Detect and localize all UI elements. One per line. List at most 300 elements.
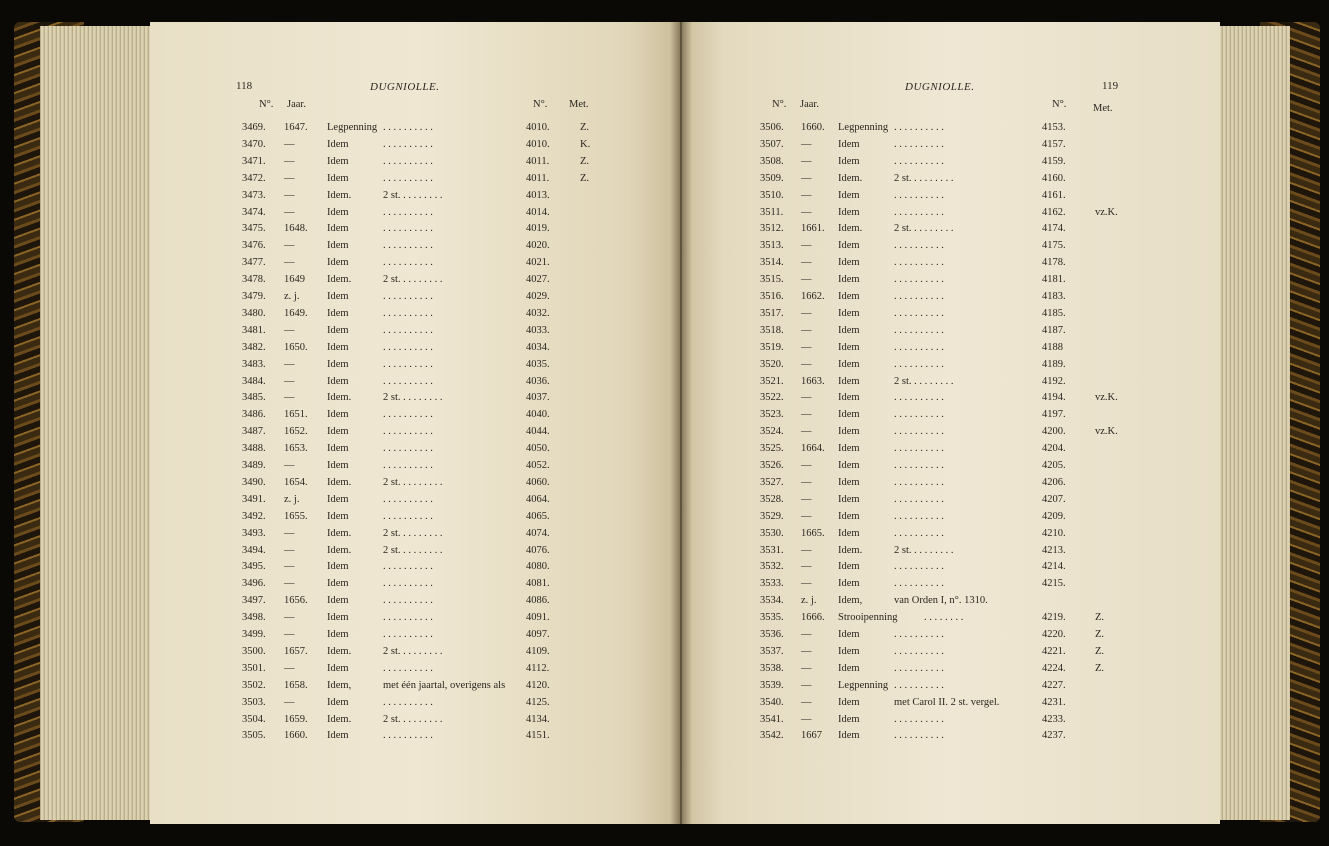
entry-year: — <box>801 544 812 556</box>
entry-note: . . . . . . . . . . <box>894 155 944 167</box>
entry-reference-number: 4011. <box>526 155 550 167</box>
entry-number: 3494. <box>242 544 266 556</box>
entry-note: . . . . . . . . . . <box>383 561 433 573</box>
column-header-ref: N°. <box>1052 99 1067 110</box>
entry-description: Idem. <box>327 392 352 404</box>
entry-note: . . . . . . . . . . <box>894 138 944 150</box>
entry-year: — <box>284 392 295 404</box>
entry-reference-number: 4032. <box>526 307 550 319</box>
entry-description: Strooipenning <box>838 612 898 624</box>
entry-description: Idem <box>327 510 349 522</box>
entry-reference-number: 4044. <box>526 426 550 438</box>
entry-number: 3495. <box>242 561 266 573</box>
entry-year: 1652. <box>284 426 308 438</box>
entry-number: 3532. <box>760 561 784 573</box>
entry-description: Idem <box>838 476 860 488</box>
entry-description: Idem <box>327 341 349 353</box>
entry-year: — <box>801 629 812 640</box>
entry-description: Idem <box>838 375 860 387</box>
entry-reference-number: 4011. <box>526 172 550 184</box>
entry-description: Idem <box>327 291 349 302</box>
entry-note: . . . . . . . . . . <box>383 155 433 167</box>
entry-note: . . . . . . . . . . <box>894 392 944 404</box>
entry-year: — <box>284 375 295 387</box>
entry-metal: Z. <box>1095 612 1105 624</box>
entry-number: 3512. <box>760 223 784 235</box>
entry-reference-number: 4194. <box>1042 392 1066 404</box>
entry-note: . . . . . . . . . . <box>383 612 433 624</box>
entry-description: Idem <box>327 595 349 607</box>
entry-year: — <box>284 544 295 556</box>
entry-number: 3518. <box>760 324 784 336</box>
entry-number: 3469. <box>242 122 266 133</box>
entry-year: — <box>284 662 295 674</box>
entry-number: 3515. <box>760 274 784 286</box>
entry-reference-number: 4200. <box>1042 426 1066 438</box>
entry-year: — <box>801 138 812 150</box>
entry-note: . . . . . . . . . . <box>383 223 433 235</box>
entry-description: Idem <box>838 341 860 353</box>
entry-reference-number: 4192. <box>1042 375 1066 387</box>
entry-reference-number: 4237. <box>1042 730 1066 742</box>
entry-note: 2 st. . . . . . . . . <box>383 527 443 539</box>
entry-reference-number: 4112. <box>526 662 550 674</box>
entry-note: . . . . . . . . . . <box>383 341 433 353</box>
entry-note: . . . . . . . . . . <box>894 257 944 269</box>
entry-year: 1663. <box>801 375 825 387</box>
entry-reference-number: 4174. <box>1042 223 1066 235</box>
entry-number: 3514. <box>760 257 784 269</box>
entry-note: . . . . . . . . . . <box>894 493 944 505</box>
entry-reference-number: 4035. <box>526 358 550 370</box>
entry-year: — <box>801 172 812 184</box>
entry-number: 3489. <box>242 460 266 471</box>
entry-description: Idem <box>838 155 860 167</box>
entry-description: Idem <box>838 307 860 319</box>
entry-year: 1653. <box>284 443 308 455</box>
entry-year: 1659. <box>284 713 308 725</box>
entry-description: Idem. <box>327 476 352 488</box>
entry-number: 3505. <box>242 730 266 742</box>
entry-reference-number: 4034. <box>526 341 550 353</box>
entry-reference-number: 4213. <box>1042 544 1066 556</box>
entry-description: Idem <box>327 443 349 455</box>
entry-number: 3484. <box>242 375 266 387</box>
entry-number: 3472. <box>242 172 266 184</box>
entry-number: 3535. <box>760 612 784 624</box>
entry-note: . . . . . . . . . . <box>383 206 433 218</box>
left-page-edges <box>40 26 160 820</box>
entry-reference-number: 4185. <box>1042 307 1066 319</box>
entry-description: Idem <box>838 730 860 742</box>
entry-year: — <box>284 460 295 471</box>
entry-description: Idem <box>838 527 860 539</box>
entry-note: . . . . . . . . . . <box>383 291 433 302</box>
entry-year: 1661. <box>801 223 825 235</box>
entry-reference-number: 4181. <box>1042 274 1066 286</box>
entry-description: Idem <box>327 138 349 150</box>
entry-year: 1657. <box>284 645 308 657</box>
entry-number: 3491. <box>242 493 266 505</box>
entry-description: Idem <box>838 189 860 201</box>
entry-year: 1662. <box>801 291 825 302</box>
entry-number: 3481. <box>242 324 266 336</box>
entry-reference-number: 4064. <box>526 493 550 505</box>
entry-metal: Z. <box>580 172 590 184</box>
entry-number: 3521. <box>760 375 784 387</box>
entry-number: 3501. <box>242 662 266 674</box>
entry-year: — <box>801 476 812 488</box>
entry-note: . . . . . . . . . . <box>894 443 944 455</box>
entry-year: 1647. <box>284 122 308 133</box>
entry-description: Idem <box>838 696 860 708</box>
column-header-no: N°. <box>772 99 787 110</box>
entry-description: Idem <box>327 426 349 438</box>
entry-note: 2 st. . . . . . . . . <box>383 544 443 556</box>
entry-year: — <box>284 240 295 252</box>
entry-description: Idem <box>838 493 860 505</box>
entry-note: . . . . . . . . . . <box>383 578 433 590</box>
entry-reference-number: 4021. <box>526 257 550 269</box>
entry-description: Idem <box>838 510 860 522</box>
entry-number: 3478. <box>242 274 266 286</box>
entry-reference-number: 4187. <box>1042 324 1066 336</box>
entry-reference-number: 4134. <box>526 713 550 725</box>
entry-number: 3493. <box>242 527 266 539</box>
entry-number: 3499. <box>242 629 266 640</box>
entry-number: 3516. <box>760 291 784 302</box>
entry-reference-number: 4027. <box>526 274 550 286</box>
entry-year: 1654. <box>284 476 308 488</box>
entry-year: — <box>801 392 812 404</box>
entry-number: 3519. <box>760 341 784 353</box>
entry-note: . . . . . . . . . . <box>894 341 944 353</box>
entry-reference-number: 4159. <box>1042 155 1066 167</box>
entry-description: Idem. <box>838 223 863 235</box>
entry-year: — <box>801 307 812 319</box>
entry-note: . . . . . . . . . . <box>894 561 944 573</box>
entry-description: Idem <box>838 629 860 640</box>
entry-reference-number: 4086. <box>526 595 550 607</box>
entry-number: 3470. <box>242 138 266 150</box>
entry-number: 3520. <box>760 358 784 370</box>
entry-description: Idem. <box>838 544 863 556</box>
entry-year: — <box>801 679 812 691</box>
entry-year: — <box>801 696 812 708</box>
entry-note: 2 st. . . . . . . . . <box>383 476 443 488</box>
entry-description: Idem <box>838 206 860 218</box>
entry-number: 3541. <box>760 713 784 725</box>
entry-year: — <box>284 138 295 150</box>
entry-year: — <box>801 510 812 522</box>
entry-year: — <box>801 426 812 438</box>
entry-year: — <box>284 578 295 590</box>
entry-reference-number: 4052. <box>526 460 550 471</box>
entry-number: 3533. <box>760 578 784 590</box>
entry-number: 3487. <box>242 426 266 438</box>
entry-year: — <box>284 696 295 708</box>
entry-note: . . . . . . . . . . <box>383 307 433 319</box>
entry-note: . . . . . . . . . . <box>383 240 433 252</box>
entry-note: . . . . . . . . <box>924 612 964 624</box>
entry-reference-number: 4210. <box>1042 527 1066 539</box>
entry-note: 2 st. . . . . . . . . <box>383 645 443 657</box>
running-title: DUGNIOLLE. <box>370 81 440 93</box>
entry-description: Idem <box>327 730 349 742</box>
entry-note: . . . . . . . . . . <box>894 426 944 438</box>
entry-number: 3502. <box>242 679 266 691</box>
entry-number: 3482. <box>242 341 266 353</box>
entry-description: Legpenning <box>327 122 378 133</box>
entry-year: — <box>801 155 812 167</box>
entry-note: van Orden I, n°. 1310. <box>894 595 988 607</box>
entry-metal: Z. <box>580 122 590 133</box>
entry-metal: Z. <box>1095 662 1105 674</box>
entry-year: — <box>284 358 295 370</box>
entry-number: 3540. <box>760 696 784 708</box>
entry-number: 3485. <box>242 392 266 404</box>
entry-number: 3476. <box>242 240 266 252</box>
entry-year: — <box>284 527 295 539</box>
entry-number: 3483. <box>242 358 266 370</box>
entry-year: — <box>284 206 295 218</box>
page-number: 119 <box>1102 80 1119 92</box>
entry-year: 1656. <box>284 595 308 607</box>
entry-reference-number: 4029. <box>526 291 550 302</box>
entry-description: Idem <box>327 206 349 218</box>
entry-year: — <box>801 662 812 674</box>
entry-number: 3504. <box>242 713 266 725</box>
entry-note: 2 st. . . . . . . . . <box>894 223 954 235</box>
entry-year: 1648. <box>284 223 308 235</box>
entry-note: . . . . . . . . . . <box>894 274 944 286</box>
entry-reference-number: 4036. <box>526 375 550 387</box>
right-page-edges <box>1210 26 1290 820</box>
entry-number: 3479. <box>242 291 266 302</box>
entry-reference-number: 4219. <box>1042 612 1066 624</box>
entry-year: 1660. <box>284 730 308 742</box>
entry-number: 3477. <box>242 257 266 269</box>
entry-year: — <box>801 324 812 336</box>
entry-number: 3525. <box>760 443 784 455</box>
entry-number: 3500. <box>242 645 266 657</box>
entry-year: — <box>284 172 295 184</box>
entry-number: 3527. <box>760 476 784 488</box>
entry-reference-number: 4125. <box>526 696 550 708</box>
entry-note: . . . . . . . . . . <box>383 730 433 742</box>
entry-note: . . . . . . . . . . <box>383 122 433 133</box>
entry-year: — <box>284 189 295 201</box>
entry-description: Idem <box>838 662 860 674</box>
entry-reference-number: 4109. <box>526 645 550 657</box>
entry-description: Idem <box>838 561 860 573</box>
column-header-ref: N°. <box>533 99 548 110</box>
entry-note: 2 st. . . . . . . . . <box>894 544 954 556</box>
entry-year: — <box>284 324 295 336</box>
entry-year: z. j. <box>284 291 300 302</box>
entry-reference-number: 4188 <box>1042 341 1063 353</box>
entry-note: . . . . . . . . . . <box>894 578 944 590</box>
entry-number: 3503. <box>242 696 266 708</box>
entry-note: . . . . . . . . . . <box>383 358 433 370</box>
entry-number: 3486. <box>242 409 266 421</box>
entry-description: Idem <box>327 240 349 252</box>
entry-year: — <box>801 561 812 573</box>
entry-number: 3524. <box>760 426 784 438</box>
entry-note: . . . . . . . . . . <box>383 662 433 674</box>
entry-description: Idem <box>327 409 349 421</box>
entry-note: . . . . . . . . . . <box>383 696 433 708</box>
entry-number: 3488. <box>242 443 266 455</box>
entry-note: . . . . . . . . . . <box>894 510 944 522</box>
entry-metal: Z. <box>1095 645 1105 657</box>
entry-note: . . . . . . . . . . <box>894 527 944 539</box>
entry-year: — <box>801 409 812 421</box>
entry-year: — <box>801 257 812 269</box>
entry-number: 3498. <box>242 612 266 624</box>
entry-reference-number: 4178. <box>1042 257 1066 269</box>
entry-reference-number: 4014. <box>526 206 550 218</box>
entry-reference-number: 4224. <box>1042 662 1066 674</box>
entry-description: Idem <box>327 460 349 471</box>
entry-note: . . . . . . . . . . <box>894 358 944 370</box>
entry-year: — <box>801 274 812 286</box>
entry-note: . . . . . . . . . . <box>383 510 433 522</box>
entry-year: — <box>801 240 812 252</box>
entry-metal: Z. <box>580 155 590 167</box>
entry-reference-number: 4221. <box>1042 645 1066 657</box>
entry-number: 3507. <box>760 138 784 150</box>
entry-note: . . . . . . . . . . <box>894 240 944 252</box>
entry-metal: vz.K. <box>1095 206 1118 218</box>
entry-number: 3537. <box>760 645 784 657</box>
entry-number: 3480. <box>242 307 266 319</box>
entry-year: 1666. <box>801 612 825 624</box>
entry-number: 3506. <box>760 122 784 133</box>
entry-note: . . . . . . . . . . <box>894 645 944 657</box>
book-gutter <box>670 22 692 824</box>
entry-description: Idem. <box>838 172 863 184</box>
entry-description: Idem. <box>327 645 352 657</box>
entry-number: 3497. <box>242 595 266 607</box>
entry-year: 1665. <box>801 527 825 539</box>
entry-year: 1664. <box>801 443 825 455</box>
entry-description: Idem <box>327 172 349 184</box>
running-title: DUGNIOLLE. <box>905 81 975 93</box>
entry-number: 3471. <box>242 155 266 167</box>
entry-number: 3534. <box>760 595 784 607</box>
entry-number: 3509. <box>760 172 784 184</box>
entry-reference-number: 4040. <box>526 409 550 421</box>
entry-reference-number: 4076. <box>526 544 550 556</box>
entry-description: Idem <box>838 392 860 404</box>
entry-description: Idem, <box>327 679 352 691</box>
column-header-year: Jaar. <box>800 99 819 110</box>
entry-note: . . . . . . . . . . <box>894 307 944 319</box>
entry-note: met één jaartal, overigens als <box>383 679 506 691</box>
entry-description: Idem <box>327 662 349 674</box>
entry-description: Idem <box>327 561 349 573</box>
entry-note: . . . . . . . . . . <box>894 713 944 725</box>
entry-note: . . . . . . . . . . <box>894 189 944 201</box>
entry-description: Idem <box>327 493 349 505</box>
entry-reference-number: 4081. <box>526 578 550 590</box>
entry-description: Idem <box>838 578 860 590</box>
entry-note: . . . . . . . . . . <box>894 291 944 302</box>
entry-reference-number: 4214. <box>1042 561 1066 573</box>
entry-number: 3531. <box>760 544 784 556</box>
entry-number: 3539. <box>760 679 784 691</box>
entry-description: Idem <box>838 426 860 438</box>
entry-year: — <box>801 578 812 590</box>
entry-year: — <box>284 561 295 573</box>
entry-year: — <box>801 206 812 218</box>
entry-reference-number: 4091. <box>526 612 550 624</box>
entry-note: 2 st. . . . . . . . . <box>383 189 443 201</box>
entry-description: Idem <box>327 223 349 235</box>
entry-reference-number: 4020. <box>526 240 550 252</box>
entry-year: — <box>801 493 812 505</box>
entry-year: — <box>801 189 812 201</box>
column-header-met: Met. <box>1093 103 1113 114</box>
entry-number: 3496. <box>242 578 266 590</box>
entry-number: 3530. <box>760 527 784 539</box>
entry-number: 3510. <box>760 189 784 201</box>
entry-description: Idem <box>838 443 860 455</box>
entry-note: 2 st. . . . . . . . . <box>383 392 443 404</box>
entry-year: 1655. <box>284 510 308 522</box>
entry-reference-number: 4010. <box>526 122 550 133</box>
entry-number: 3492. <box>242 510 266 522</box>
entry-note: . . . . . . . . . . <box>383 595 433 607</box>
entry-year: — <box>801 341 812 353</box>
entry-description: Idem <box>838 138 860 150</box>
entry-description: Idem <box>327 324 349 336</box>
entry-note: . . . . . . . . . . <box>383 443 433 455</box>
entry-note: . . . . . . . . . . <box>383 629 433 640</box>
entry-year: 1650. <box>284 341 308 353</box>
entry-note: . . . . . . . . . . <box>894 122 944 133</box>
entry-note: . . . . . . . . . . <box>894 324 944 336</box>
entry-note: . . . . . . . . . . <box>383 409 433 421</box>
entry-reference-number: 4080. <box>526 561 550 573</box>
entry-metal: K. <box>580 138 591 150</box>
entry-note: . . . . . . . . . . <box>383 493 433 505</box>
entry-reference-number: 4204. <box>1042 443 1066 455</box>
entry-note: . . . . . . . . . . <box>894 206 944 218</box>
entry-note: . . . . . . . . . . <box>383 172 433 184</box>
entry-metal: vz.K. <box>1095 392 1118 404</box>
entry-description: Idem <box>327 307 349 319</box>
entry-year: — <box>801 460 812 471</box>
entry-description: Idem <box>327 629 349 640</box>
entry-number: 3528. <box>760 493 784 505</box>
entry-number: 3523. <box>760 409 784 421</box>
entry-metal: Z. <box>1095 629 1105 640</box>
entry-number: 3522. <box>760 392 784 404</box>
entry-reference-number: 4065. <box>526 510 550 522</box>
entry-year: 1649 <box>284 274 305 286</box>
entry-reference-number: 4050. <box>526 443 550 455</box>
entry-reference-number: 4019. <box>526 223 550 235</box>
entry-reference-number: 4207. <box>1042 493 1066 505</box>
entry-note: 2 st. . . . . . . . . <box>383 713 443 725</box>
entry-reference-number: 4215. <box>1042 578 1066 590</box>
entry-number: 3536. <box>760 629 784 640</box>
entry-year: 1658. <box>284 679 308 691</box>
entry-description: Idem <box>838 257 860 269</box>
entry-reference-number: 4120. <box>526 679 550 691</box>
